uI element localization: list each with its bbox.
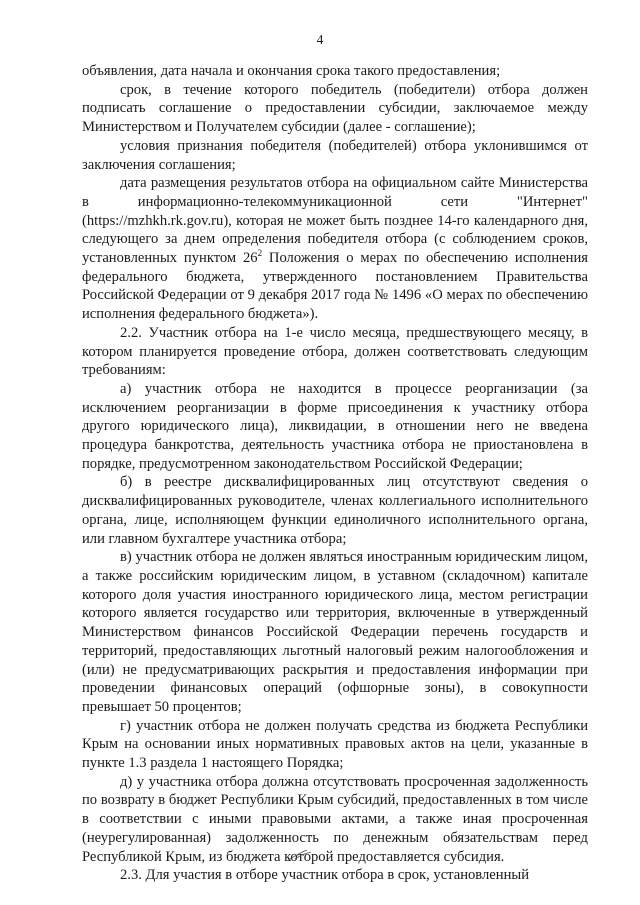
document-body [82, 62, 588, 885]
paragraph: 2.3. Для участия в отборе участник отбора в срок, установленный [120, 867, 530, 884]
paragraph-text: дата размещения результатов отбора на официальном сайте Министерства в информационно-телекоммуникационной сети "Интернет" (https://mzhkh.rk.gov.ru), которая не может быть позднее 14-го календарного дня, следующего за днем определения победителя отбора (с соблюдением сроков, установленных пунктом 26 [82, 175, 588, 267]
paragraph: а) участник отбора не находится в процессе реорганизации (за исключением реорганизации в форме присоединения к участнику отбора другого юридического лица), ликвидации, в отношении него не введена процедура банкротства, деятельность участника отбора не приостановлена в порядке, предусмотренном законодательством Российской Федерации; [82, 380, 588, 472]
paragraph: б) в реестре дисквалифицированных лиц отсутствуют сведения о дисквалифицированных руководителе, членах коллегиального исполнительного органа, лице, исполняющем функции единоличного исполнительного органа, или главном бухгалтере участника отбора; [82, 474, 588, 547]
paragraph: условия признания победителя (победителей) отбора уклонившимся от заключения соглашения; [82, 137, 588, 173]
paragraph: г) участник отбора не должен получать средства из бюджета Республики Крым на основании иных нормативных правовых актов на цели, указанные в пункте 1.3 раздела 1 настоящего Порядка; [82, 717, 588, 772]
superscript: 2 [257, 248, 263, 259]
paragraph-text: Положения о мерах по обеспечению исполнения федерального бюджета, утвержденного постановлением Правительства Российской Федерации от 9 декабря 2017 года № 1496 «О мерах по обеспечению исполнения федерального бюджета»). [82, 250, 588, 323]
paragraph: 2.2. Участник отбора на 1-е число месяца, предшествующего месяцу, в котором планируется проведение отбора, должен соответствовать следующим требованиям: [82, 324, 588, 379]
paragraph: в) участник отбора не должен являться иностранным юридическим лицом, а также российским юридическим лицом, в уставном (складочном) капитале которого доля участия иностранного юридического лица, местом регистрации которого является государство или территория, включенные в утвержденный Министерством финансов Российской Федерации перечень государств и территорий, предоставляющих льготный налоговый режим налогообложения и (или) не предусматривающих раскрытия и предоставления информации при проведении финансовых операций (офшорные зоны), в совокупности превышает 50 процентов; [82, 549, 588, 715]
page-number: 4 [316, 32, 324, 47]
paragraph: срок, в течение которого победитель (победители) отбора должен подписать соглашение о предоставлении субсидии, заключаемое между Министерством и Получателем субсидии (далее - соглашение); [82, 81, 588, 136]
paragraph: д) у участника отбора должна отсутствовать просроченная задолженность по возврату в бюджет Республики Крым субсидий, предоставленных в том числе в соответствии с иными правовыми актами, а также иная просроченная (неурегулированная) задолженность по денежным обязательствам перед Республикой Крым, из бюджета которой предоставляется субсидия. [82, 773, 588, 865]
pen-mark-icon [285, 847, 315, 863]
paragraph [82, 174, 588, 324]
paragraph: объявления, дата начала и окончания срока такого предоставления; [82, 63, 501, 79]
